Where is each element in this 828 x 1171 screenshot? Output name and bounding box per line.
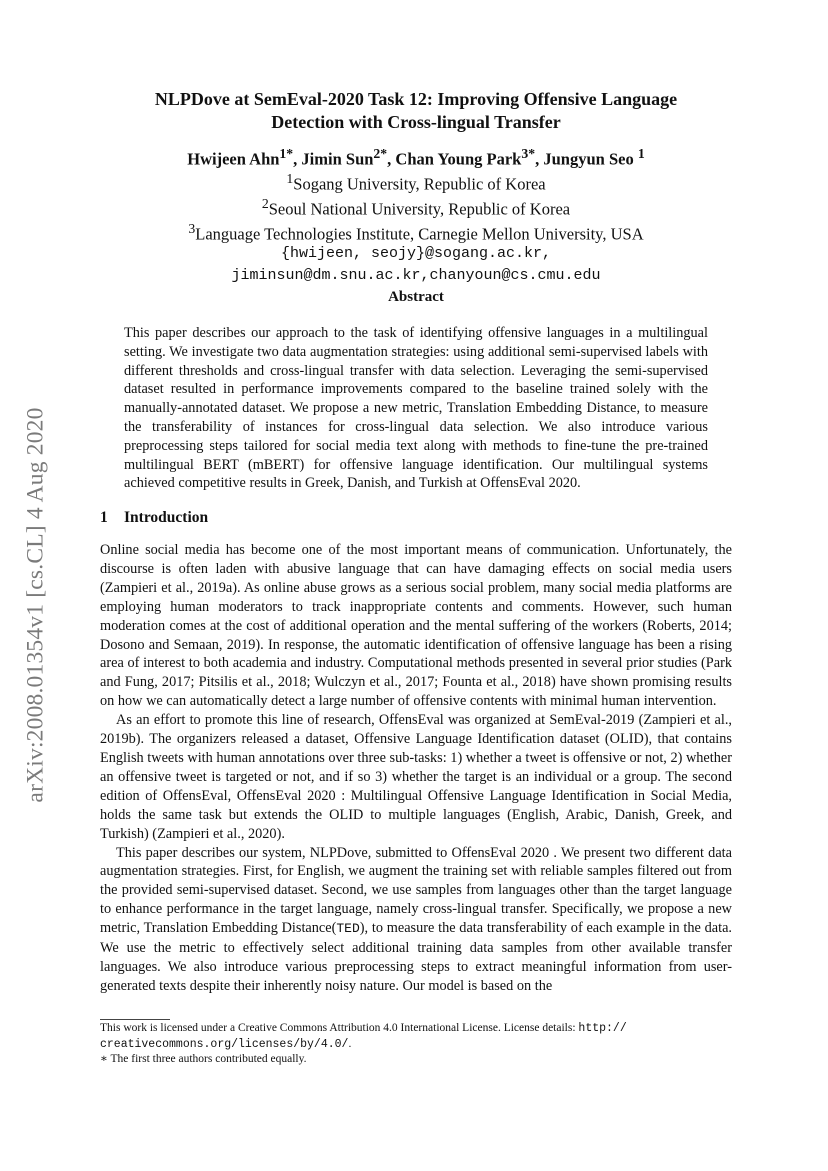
ted-acronym: TED	[336, 921, 360, 937]
title-line-1: NLPDove at SemEval-2020 Task 12: Improving Offensive Language	[154, 89, 678, 109]
author-4-sup: 1	[637, 146, 645, 161]
author-3: Chan Young Park	[395, 149, 522, 169]
abstract-heading: Abstract	[388, 289, 444, 305]
footnote-rule	[100, 1019, 170, 1020]
paragraph-3-part-b: ), to measure the data transferability of each example in the data. We use the metric to effectively select additional training data samples from other available transfer languages. We also introduce various preprocessing steps to extract meaningful information from user-generated texts despite their inherently noisy nature. Our model is based on the	[100, 920, 732, 994]
equal-contribution-footnote	[100, 1052, 732, 1067]
affiliation-1-sup: 1	[286, 171, 294, 187]
affiliation-3-text: Language Technologies Institute, Carnegie Mellon University, USA	[195, 224, 644, 244]
arxiv-id-text: arXiv:2008.01354v1 [cs.CL] 4 Aug 2020	[22, 407, 49, 803]
title-line-2: Detection with Cross-lingual Transfer	[271, 112, 561, 132]
license-end: .	[348, 1037, 352, 1050]
section-title: Introduction	[124, 509, 209, 526]
paragraph-2: As an effort to promote this line of research, OffensEval was organized at SemEval-2019 (Zampieri et al., 2019b). The organizers released a dataset, Offensive Language Identification dataset (OLID), that contains English tweets with human annotations over three sub-tasks: 1) whether a tweet is offensive or not, 2) whether an offensive tweet is targeted or not, and if so 3) whether the target is an individual or a group. The second edition of OffensEval, OffensEval 2020 : Multilingual Offensive Language Identification in Social Media, holds the same task but extends the OLID to multiple languages (English, Arabic, Danish, Greek, and Turkish) (Zampieri et al., 2020).	[100, 712, 732, 842]
author-2-sup: 2*	[373, 146, 388, 161]
author-names: Hwijeen Ahn$^{1*}$, Jimin Sun$^{2*}$, Chan Young Park$^{3*}$, Jungyun Seo $^1$	[187, 146, 645, 169]
affiliation-1-text: Sogang University, Republic of Korea	[293, 174, 546, 194]
email-line-1: {hwijeen, seojy}@sogang.ac.kr,	[280, 245, 552, 263]
paper-title	[100, 88, 732, 134]
arxiv-side-identifier	[16, 365, 56, 845]
paragraph-3	[100, 844, 732, 996]
license-url-part-2[interactable]: creativecommons.org/licenses/by/4.0/	[100, 1037, 349, 1051]
equal-contribution-text: The first three authors contributed equally.	[110, 1053, 307, 1065]
footnotes	[100, 1021, 732, 1067]
email-chanyoun: chanyoun@cs.cmu.edu	[429, 266, 601, 284]
author-1: Hwijeen Ahn	[187, 149, 280, 169]
author-block	[100, 144, 732, 286]
author-2: Jimin Sun	[301, 149, 374, 169]
paragraph-1: Online social media has become one of the most important means of communication. Unfortunately, the discourse is often laden with abusive language that can have damaging effects on social media users (Zampieri et al., 2019a). As online abuse grows as a serious social problem, many social media platforms are employing human moderators to track inappropriate contents and comments. However, such human moderation comes at the cost of additional operation and the mental suffering of the workers (Roberts, 2014; Dosono and Semaan, 2019). In response, the automatic identification of offensive language has been a rising area of interest to both academia and industry. Computational methods presented in several prior studies (Park and Fung, 2017; Pitsilis et al., 2018; Wulczyn et al., 2017; Founta et al., 2018) have shown promising results on how we can automatically detect a large number of offensive contents with minimal human intervention.	[100, 542, 732, 710]
section-body	[100, 541, 732, 996]
affiliation-2-text: Seoul National University, Republic of Korea	[268, 199, 571, 219]
author-3-sup: 3*	[521, 146, 536, 161]
author-1-sup: 1*	[279, 146, 294, 161]
license-text: This work is licensed under a Creative Commons Attribution 4.0 International License. License details:	[100, 1022, 579, 1034]
abstract-text: This paper describes our approach to the task of identifying offensive languages in a multilingual setting. We investigate two data augmentation strategies: using additional semi-supervised labels with different thresholds and cross-lingual transfer with data selection. Leveraging the semi-supervised dataset resulted in performance improvements compared to the baseline trained solely with the manually-annotated dataset. We propose a new metric, Translation Embedding Distance, to measure the transferability of instances for cross-lingual data selection. We also introduce various preprocessing steps tailored for social media text along with methods to fine-tune the pre-trained multilingual BERT (mBERT) for offensive language identification. Our multilingual systems achieved competitive results in Greek, Danish, and Turkish at OffensEval 2020.	[124, 325, 708, 492]
footnote-star-symbol: ∗	[100, 1053, 108, 1065]
author-4: Jungyun Seo	[543, 149, 634, 169]
license-footnote	[100, 1021, 732, 1052]
affiliation-2	[100, 194, 732, 219]
email-line-2	[100, 264, 732, 286]
affiliation-2-sup: 2	[261, 196, 269, 212]
section-number: 1	[100, 509, 108, 526]
license-url-part-1[interactable]: http://	[578, 1022, 627, 1035]
affiliation-3-sup: 3	[188, 221, 196, 237]
email-jiminsun: jiminsun@dm.snu.ac.kr,	[231, 266, 430, 284]
affiliation-3	[100, 219, 732, 244]
affiliation-1	[100, 169, 732, 194]
paragraph-3-part-a: This paper describes our system, NLPDove, submitted to OffensEval 2020 . We present two different data augmentation strategies. First, for English, we augment the training set with reliable samples filtered out from the provided semi-supervised dataset. Second, we use samples from languages other than the target language to enhance performance in the target language, namely cross-lingual transfer. Specifically, we propose a new metric, Translation Embedding Distance(	[100, 844, 732, 937]
section-heading	[100, 509, 208, 527]
